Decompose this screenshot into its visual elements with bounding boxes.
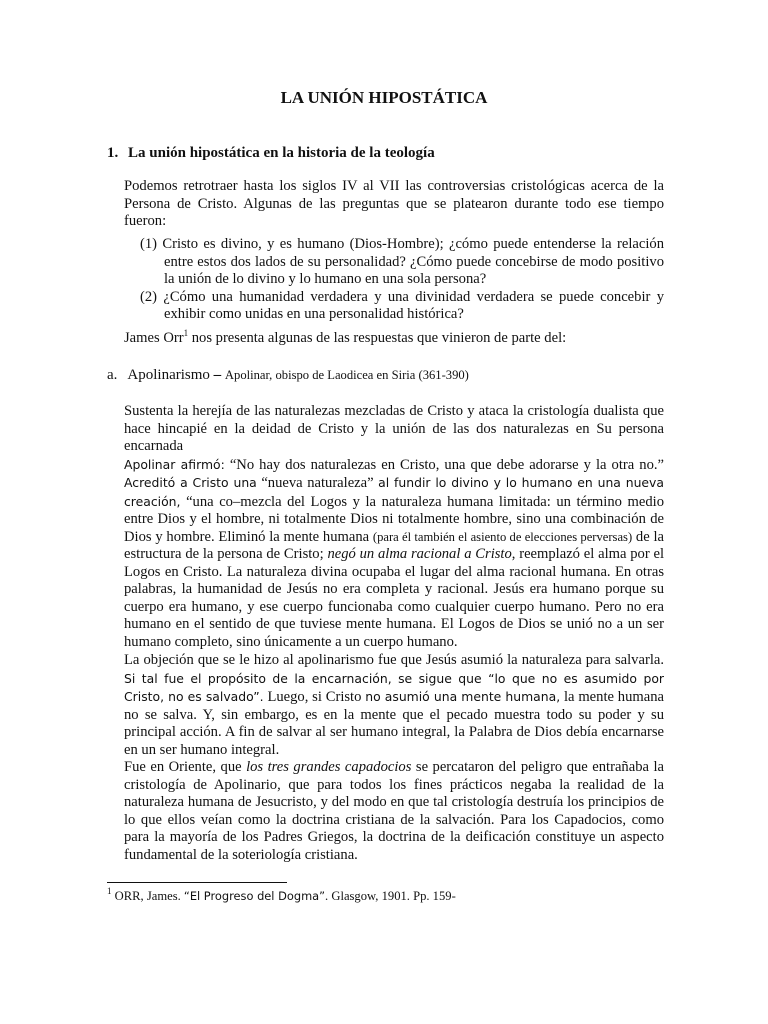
- italic-text: negó un alma racional a Cristo: [327, 546, 512, 562]
- paragraph-2: [124, 651, 664, 759]
- intro-paragraph: Podemos retrotraer hasta los siglos IV al VII las controversias cristológicas acerca de la Persona de Cristo. Algunas de las preguntas que se platearon durante todo ese tiempo fueron:: [124, 178, 664, 229]
- orr-paragraph: [124, 330, 664, 348]
- section-number: 1.: [107, 145, 119, 161]
- handwritten-text: al fundir lo divino y lo humano en una nueva creación,: [124, 475, 664, 509]
- text-run: la mente humana no se salva. Y, sin embargo, es en la mente que el pecado muestra todo su poder y su principal acción. A fin de salvar al ser humano integral, la Palabra de Dios debía encarnarse en un ser humano integral.: [124, 689, 664, 758]
- footnote-rest: . Glasgow, 1901. Pp. 159-: [325, 889, 456, 903]
- paragraph-3: [124, 759, 664, 864]
- italic-text: los tres grandes capadocios: [246, 759, 412, 775]
- handwritten-text: Acreditó a Cristo una: [124, 475, 257, 490]
- apolinarismo-body: [124, 403, 664, 864]
- subsection-dash: –: [209, 367, 225, 383]
- orr-text: nos presenta algunas de las respuestas que vinieron de parte del:: [188, 330, 567, 346]
- text-run: La objeción que se le hizo al apolinarismo fue que Jesús asumió la naturaleza para salvarla.: [124, 652, 664, 668]
- subsection-term: Apolinarismo: [127, 367, 210, 383]
- section-heading-text: La unión hipostática en la historia de la teología: [128, 145, 435, 161]
- document-title: LA UNIÓN HIPOSTÁTICA: [280, 88, 488, 107]
- text-run: “nueva naturaleza”: [256, 475, 379, 491]
- footnote-author: ORR, James.: [111, 889, 184, 903]
- footnote-marker[interactable]: 1: [183, 328, 189, 338]
- handwritten-text: Si tal fue el propósito de la encarnación, se sigue que “lo que no es asumido por Cristo, no es salvado”.: [124, 670, 664, 704]
- paragraph-1: [124, 403, 664, 651]
- text-run: de la estructura de la persona de Cristo;: [124, 528, 665, 562]
- text-run: se percataron del peligro que entrañaba la cristología de Apolinario, que para todos los fines prácticos negaba la realidad de la naturaleza humana de Jesucristo, y del modo en que tal cristología destruía los principios de lo que ellos veían como la doctrina cristiana de la salvación. Para los Capadocios, como para la mayoría de los Padres Griegos, la doctrina de la deificación constituye un aspecto fundamental de la soteriología cristiana.: [124, 759, 664, 863]
- footnote-divider: [107, 882, 287, 883]
- handwritten-text: Apolinar afirmó:: [124, 456, 225, 472]
- subsection-heading: [107, 367, 469, 384]
- footnote-number: 1: [107, 886, 112, 896]
- author-name: James Orr: [124, 330, 184, 346]
- section-heading: [107, 145, 435, 162]
- text-run: “No hay dos naturalezas en Cristo, una que debe adorarse y la otra no.”: [224, 456, 664, 473]
- text-run: , reemplazó el alma por el Logos en Cristo. La naturaleza divina ocupaba el lugar del alma racional humana. En otras palabras, la humanidad de Jesús no era completa y racional. Jesús era humano porque su cuerpo era humano, y ese cuerpo funcionaba como cualquier cuerpo humano. Pero no era humano en el sentido de que tuviese mente humana. El Logos de Dios se unió no a un ser humano completo, sino únicamente a un cuerpo humano.: [124, 546, 665, 650]
- questions-list: [140, 236, 664, 324]
- text-run: Fue en Oriente, que: [124, 759, 247, 775]
- subsection-note: Apolinar, obispo de Laodicea en Siria (361-390): [224, 368, 469, 382]
- subsection-letter: a.: [107, 367, 118, 383]
- text-run: “una co–mezcla del Logos y la naturaleza humana limitada: un término medio entre Dios y el hombre, ni totalmente Dios ni totalmente hombre, sino una combinación de Dios y hombre. Eliminó la mente humana: [124, 493, 664, 545]
- footnote: [107, 886, 667, 904]
- text-run: Sustenta la herejía de las naturalezas mezcladas de Cristo y ataca la cristología dualista que hace hincapié en la deidad de Cristo y la unión de las dos naturalezas en Su persona encarnada: [124, 403, 664, 454]
- question-item: (2) ¿Cómo una humanidad verdadera y una divinidad verdadera se puede concebir y exhibir como unidas en una personalidad histórica?: [140, 288, 664, 322]
- handwritten-text: no asumió una mente humana,: [365, 689, 561, 704]
- footnote-book-title: “El Progreso del Dogma”: [183, 889, 326, 903]
- text-run: Luego, si Cristo: [263, 689, 366, 705]
- small-note: (para él también el asiento de elecciones perversas): [372, 529, 633, 544]
- question-item: (1) Cristo es divino, y es humano (Dios-Hombre); ¿cómo puede entenderse la relación entre estos dos lados de su personalidad? ¿Cómo puede concebirse de modo positivo la unión de lo divino y lo humano en una sola persona?: [140, 236, 664, 287]
